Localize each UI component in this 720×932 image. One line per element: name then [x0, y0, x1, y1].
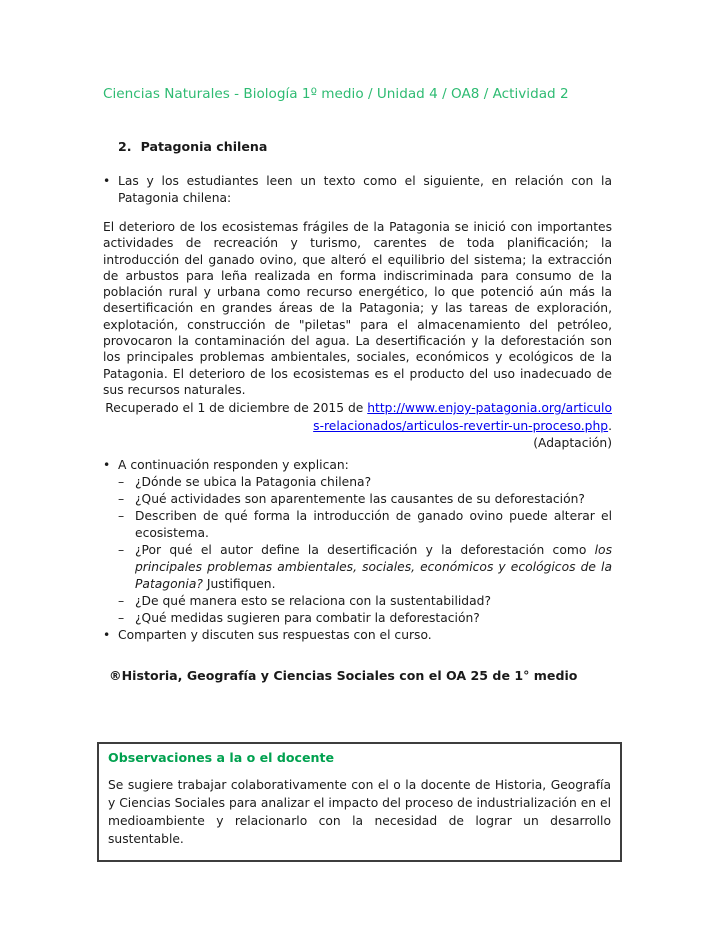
respond-lead: A continuación responden y explican:	[118, 457, 349, 472]
question-item	[103, 508, 612, 542]
observations-title: Observaciones a la o el docente	[108, 749, 335, 765]
dash-icon: –	[118, 593, 125, 608]
bullet-icon: •	[103, 627, 111, 642]
share-text: Comparten y discuten sus respuestas con el curso.	[118, 627, 432, 642]
question-item	[103, 542, 612, 593]
question-text: Describen de qué forma la introducción de ganado ovino puede alterar el ecosistema.	[135, 508, 612, 540]
list-item-intro	[103, 173, 612, 207]
citation-adaptation: (Adaptación)	[533, 436, 612, 451]
list-item-share	[103, 627, 612, 644]
activity-heading	[103, 139, 612, 155]
question-item	[103, 610, 612, 627]
question-item	[103, 593, 612, 610]
intro-text: Las y los estudiantes leen un texto como el siguiente, en relación con la Patagonia chilena:	[118, 174, 612, 205]
bullet-icon: •	[103, 457, 111, 472]
reading-passage: El deterioro de los ecosistemas frágiles de la Patagonia se inició con importantes actividades de recreación y turismo, carentes de toda planificación; la introducción del ganado ovino, que alteró el equilibrio del sistema; la extracción de arbustos para leña realizada en forma indiscriminada para consumo de la población rural y urbana como recurso energético, lo que potenció aún más la desertificación en grandes áreas de la Patagonia; y las tareas de exploración, explotación, construcción de "piletas" para el almacenamiento del petróleo, provocaron la contaminación del agua. La desertificación y la deforestación son los principales problemas ambientales, sociales, económicos y ecológicos de la Patagonia. El deterioro de los ecosistemas es el producto del uso inadecuado de sus recursos naturales.	[103, 220, 612, 397]
respond-section	[103, 457, 612, 644]
observations-body: Se sugiere trabajar colaborativamente con el o la docente de Historia, Geografía y Ciencias Sociales para analizar el impacto del proceso de industrialización en el medioambiente y relacionarlo con la necesidad de lograr un desarrollo sustentable.	[108, 777, 611, 846]
dash-icon: –	[118, 542, 125, 557]
crossref-line: ®Historia, Geografía y Ciencias Sociales con el OA 25 de 1° medio	[109, 667, 578, 683]
bullet-icon: •	[103, 174, 111, 188]
citation-prefix: Recuperado el 1 de diciembre de 2015 de	[105, 401, 368, 416]
question-item	[103, 491, 612, 508]
dash-icon: –	[118, 491, 125, 506]
citation-link[interactable]: http://www.enjoy-patagonia.org/articulos-relacionados/articulos-revertir-un-proceso.php	[313, 401, 612, 433]
question-text-pre: ¿Por qué el autor define la desertificación y la deforestación como	[135, 542, 595, 557]
list-item-lead	[103, 457, 612, 474]
activity-number: 2.	[118, 139, 132, 154]
question-text-post: Justifiquen.	[202, 576, 276, 591]
question-text: ¿Qué actividades son aparentemente las causantes de su deforestación?	[135, 491, 585, 506]
question-text-italic: los principales problemas ambientales, sociales, económicos y ecológicos de la Patagonia?	[135, 542, 612, 591]
question-text	[135, 542, 612, 593]
question-text: ¿Qué medidas sugieren para combatir la deforestación?	[135, 610, 480, 625]
activity-title: Patagonia chilena	[140, 139, 268, 154]
citation	[103, 400, 612, 453]
dash-icon: –	[118, 508, 125, 523]
dash-icon: –	[118, 474, 125, 489]
citation-period: .	[608, 418, 612, 433]
dash-icon: –	[118, 610, 125, 625]
page-title: Ciencias Naturales - Biología 1º medio / Unidad 4 / OA8 / Actividad 2	[103, 86, 569, 102]
question-text: ¿Dónde se ubica la Patagonia chilena?	[135, 474, 372, 489]
question-text: ¿De qué manera esto se relaciona con la sustentabilidad?	[135, 593, 491, 608]
observations-box	[97, 742, 622, 862]
question-item	[103, 474, 612, 491]
